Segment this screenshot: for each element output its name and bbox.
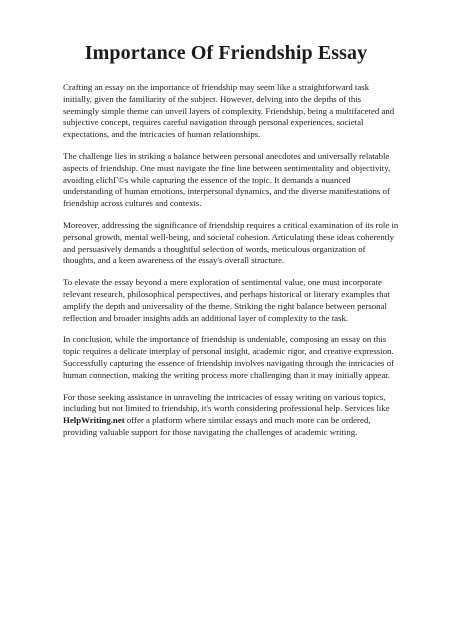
brand-name: HelpWriting.net [63, 415, 125, 426]
paragraph-intro: Crafting an essay on the importance of friendship may seem like a straightforward task initially, given the familiarity of the subject. However, delving into the depths of this seemingly simple theme can unveil layers of complexity. Friendship, being a multifaceted and subjective concept, requires careful navigation through personal experiences, societal expectations, and the intricacies of human relationships. [63, 82, 395, 140]
document-body [63, 82, 399, 449]
document-title: Importance Of Friendship Essay [84, 42, 368, 64]
paragraph-significance: Moreover, addressing the significance of friendship requires a critical examination of its role in personal growth, mental well-being, and societal cohesion. Articulating these ideas coherently and persuasively demands a thoughtful selection of words, meticulous organization of thoughts, and a keen awareness of the essay's overall structure. [63, 219, 399, 266]
paragraph-conclusion: In conclusion, while the importance of friendship is undeniable, composing an essay on this topic requires a delicate interplay of personal insight, academic rigor, and creative expression. Successfully capturing the essence of friendship involves navigating through the intricacies of human connection, making the writing process more challenging than it may initially appear. [63, 334, 395, 380]
paragraph-elevate: To elevate the essay beyond a mere exploration of sentimental value, one must incorporate relevant research, philosophical perspectives, and perhaps historical or literary examples that amplify the depth and universality of the theme. Striking the right balance between personal reflection and broader insights adds an additional layer of complexity to the task. [63, 277, 390, 323]
paragraph-assistance [63, 392, 399, 439]
assistance-text-after: offer a platform where similar essays and much more can be ordered, providing valuable support for those navigating the challenges of academic writing. [63, 415, 371, 437]
assistance-text-before: For those seeking assistance in unraveling the intricacies of essay writing on various topics, including but not limited to friendship, it's worth considering professional help. Services like [63, 391, 390, 414]
paragraph-challenge: The challenge lies in striking a balance between personal anecdotes and universally relatable aspects of friendship. One must navigate the fine line between sentimentality and objectivity, avoiding clichГ©s while capturing the essence of the topic. It demands a nuanced understanding of human emotions, interpersonal dynamics, and the diverse manifestations of friendship across cultures and contexts. [63, 150, 391, 209]
